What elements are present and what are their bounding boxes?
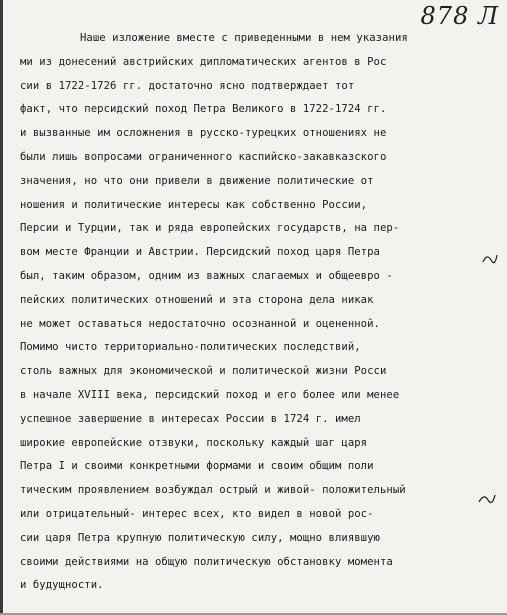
text-line: были лишь вопросами ограниченного каспийско-закавказского bbox=[20, 150, 387, 163]
handwritten-margin-mark bbox=[482, 252, 498, 264]
text-line: не может оставаться недостаточно осознанной и оцененной. bbox=[20, 317, 380, 330]
text-line: в начале XVIII века, персидский поход и его более или менее bbox=[20, 388, 400, 401]
text-line: или отрицательный- интерес всех, кто видел в новой рос- bbox=[20, 507, 374, 520]
text-line: сии царя Петра крупную политическую силу, мощно влиявшую bbox=[20, 531, 380, 544]
text-line: Наше изложение вместе с приведенными в нем указания bbox=[80, 32, 408, 44]
text-line: своими действиями на общую политическую обстановку момента bbox=[20, 555, 393, 568]
text-line: и вызванные им осложнения в русско-турецких отношениях не bbox=[20, 127, 387, 140]
page-number: 878 Л bbox=[420, 2, 499, 30]
text-line: был, таким образом, одним из важных слагаемых и общеевро - bbox=[20, 269, 393, 282]
text-line: вом месте Франции и Австрии. Персидский поход царя Петра bbox=[20, 246, 380, 259]
text-line: ми из донесений австрийских дипломатических агентов в Рос bbox=[20, 55, 387, 68]
text-line: тическим проявлением возбуждал острый и живой- положительный bbox=[20, 484, 406, 497]
text-line: широкие европейские отзвуки, поскольку каждый шаг царя bbox=[20, 436, 368, 449]
scan-edge-left bbox=[0, 0, 3, 615]
text-line: столь важных для экономической и политической жизни Росси bbox=[20, 365, 387, 378]
body-paragraph bbox=[20, 27, 485, 598]
text-line: Помимо чисто территориально-политических последствий, bbox=[20, 341, 361, 354]
text-line: успешное завершение в интересах России в 1724 г. имел bbox=[20, 412, 361, 425]
text-line: факт, что персидский поход Петра Великого в 1722-1724 гг. bbox=[20, 103, 387, 116]
text-line: Персии и Турции, так и ряда европейских государств, на пер- bbox=[20, 222, 400, 235]
text-line: пейских политических отношений и эта сторона дела никак bbox=[20, 293, 374, 306]
text-line: и будущности. bbox=[20, 579, 104, 592]
text-line: сии в 1722-1726 гг. достаточно ясно подтверждает тот bbox=[20, 79, 355, 92]
text-line: ношения и политические интересы как собственно России, bbox=[20, 198, 368, 211]
text-line: значения, но что они привели в движение политические от bbox=[20, 174, 374, 187]
text-line: Петра I и своими конкретными формами и своим общим поли bbox=[20, 460, 374, 473]
handwritten-margin-mark bbox=[478, 491, 496, 505]
